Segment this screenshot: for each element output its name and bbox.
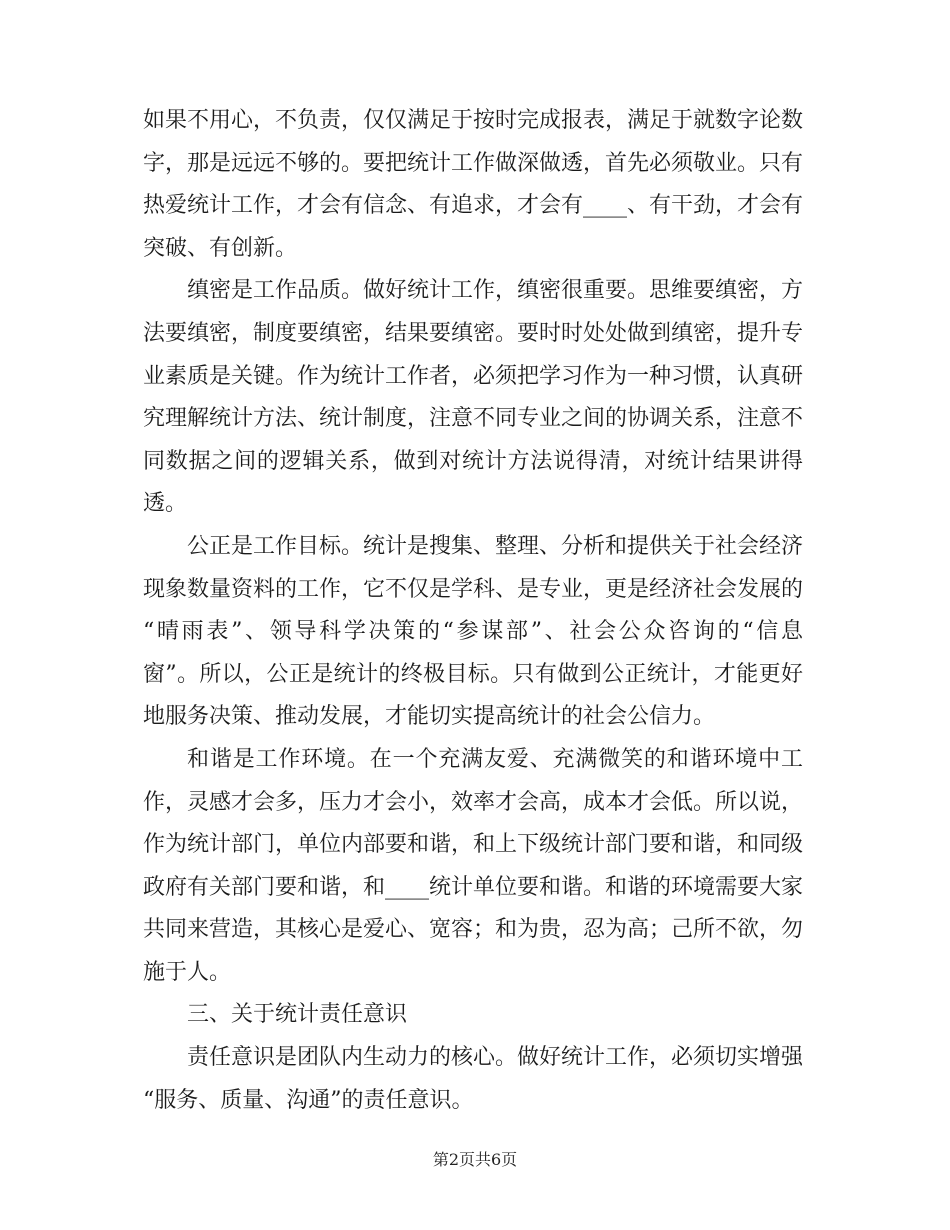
text-line: 缜密是工作品质。做好统计工作，缜密很重要。思维要缜密，方 xyxy=(187,278,804,304)
text-line: 共同来营造，其核心是爱心、宽容；和为贵，忍为高；己所不欲，勿 xyxy=(143,917,804,943)
paragraph xyxy=(143,100,803,270)
text-line: 公正是工作目标。统计是搜集、整理、分析和提供关于社会经济 xyxy=(187,533,804,559)
document-body xyxy=(143,100,803,1122)
text-line: 同数据之间的逻辑关系，做到对统计方法说得清，对统计结果讲得 xyxy=(143,448,803,474)
text-line: 作，灵感才会多，压力才会小，效率才会高，成本才会低。所以说， xyxy=(143,789,804,815)
text-line: 和谐是工作环境。在一个充满友爱、充满微笑的和谐环境中工 xyxy=(187,746,803,772)
text-line: 责任意识是团队内生动力的核心。做好统计工作，必须切实增强 xyxy=(187,1045,804,1071)
text-line: 施于人。 xyxy=(143,959,232,985)
text-line: 地服务决策、推动发展，才能切实提高统计的社会公信力。 xyxy=(143,704,716,730)
text-line: 法要缜密，制度要缜密，结果要缜密。要时时处处做到缜密，提升专 xyxy=(143,320,804,346)
page-number-footer: 第2页共6页 xyxy=(432,1150,518,1169)
text-line: 现象数量资料的工作，它不仅是学科、是专业，更是经济社会发展的 xyxy=(143,576,804,602)
text-line: “服务、质量、沟通”的责任意识。 xyxy=(143,1087,474,1113)
text-line: 突破、有创新。 xyxy=(143,235,298,261)
text-line: 政府有关部门要和谐，和____统计单位要和谐。和谐的环境需要大家 xyxy=(143,874,804,900)
text-line: 窗”。所以，公正是统计的终极目标。只有做到公正统计，才能更好 xyxy=(143,661,803,687)
text-line: 如果不用心，不负责，仅仅满足于按时完成报表，满足于就数字论数 xyxy=(143,108,804,133)
text-line: “晴雨表”、领导科学决策的“参谋部”、社会公众咨询的“信息 xyxy=(143,619,803,645)
text-line: 业素质是关键。作为统计工作者，必须把学习作为一种习惯，认真研 xyxy=(143,363,804,389)
paragraph xyxy=(143,994,803,1037)
text-line: 字，那是远远不够的。要把统计工作做深做透，首先必须敬业。只有 xyxy=(143,150,804,176)
text-line: 三、关于统计责任意识 xyxy=(187,1002,408,1028)
paragraph xyxy=(143,270,803,526)
paragraph xyxy=(143,1037,803,1122)
paragraph xyxy=(143,739,803,995)
text-line: 作为统计部门，单位内部要和谐，和上下级统计部门要和谐，和同级 xyxy=(143,832,804,858)
text-line: 透。 xyxy=(143,491,188,517)
text-line: 究理解统计方法、统计制度，注意不同专业之间的协调关系，注意不 xyxy=(143,406,804,432)
paragraph xyxy=(143,526,803,739)
text-line: 热爱统计工作，才会有信念、有追求，才会有____、有干劲，才会有 xyxy=(143,193,804,219)
